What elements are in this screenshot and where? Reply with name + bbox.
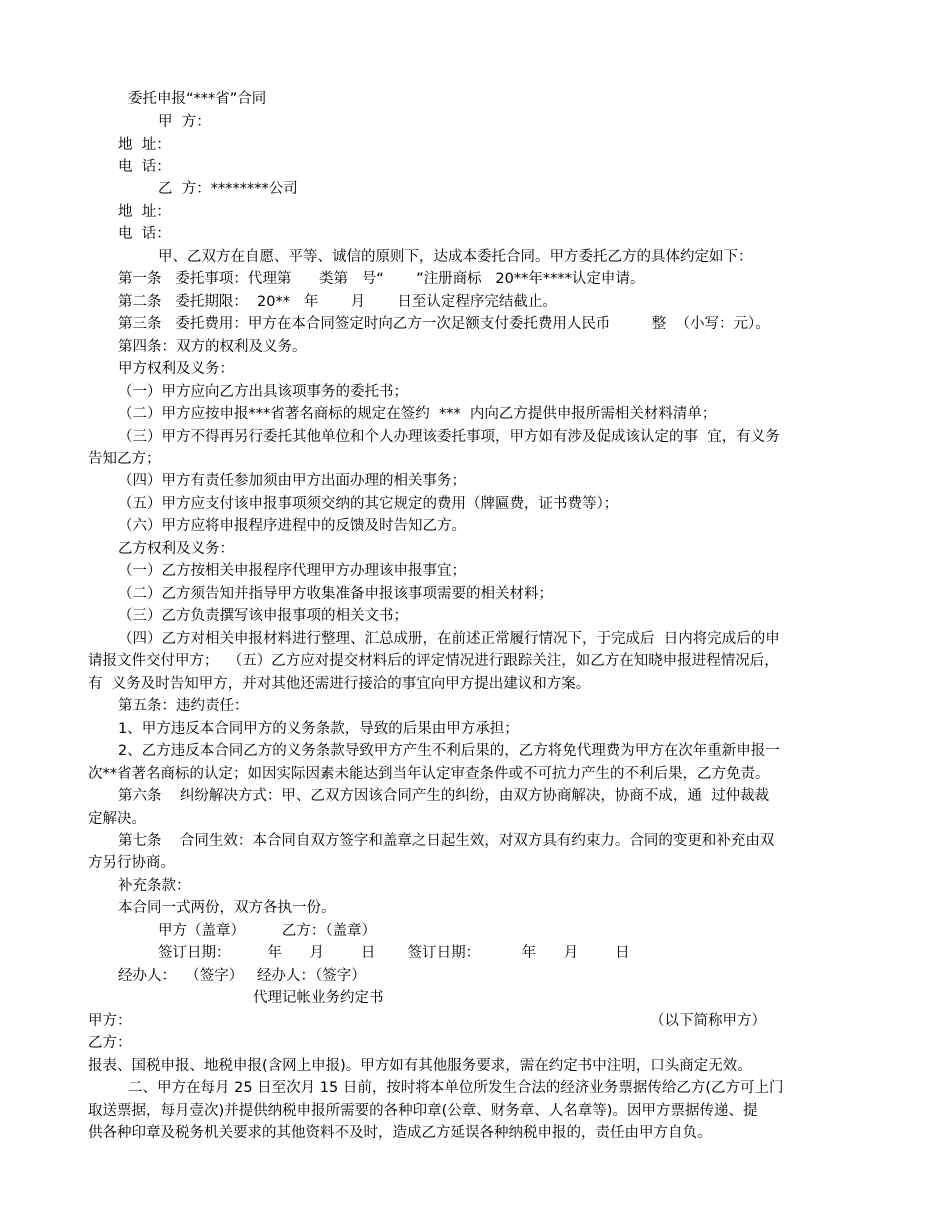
article-2: 第二条 委托期限： 20** 年 月 日至认定程序完结截止。 [118,294,557,310]
handler-line: 经办人： （签字） 经办人：（签字） [118,968,366,984]
article-5: 第五条：违约责任： [118,698,249,714]
article-4: 第四条：双方的权利及义务。 [118,339,307,355]
bk-party-b: 乙方： [88,1035,132,1051]
seal-line: 甲方（盖章） 乙方：（盖章） [158,923,377,939]
bk-party-a-abbr: （以下简称甲方） [650,1013,766,1029]
party-a-rights-heading: 甲方权利及义务： [118,361,234,377]
bk-clause-2-cont-2: 供各种印章及税务机关要求的其他资料不及时，造成乙方延误各种纳税申报的，责任由甲方自负。 [88,1125,712,1141]
article-6: 第六条 纠纷解决方式：甲、乙双方因该合同产生的纠纷，由双方协商解决，协商不成，通 过仲裁裁 [118,788,770,804]
party-b-item-2: （二）乙方须告知并指导甲方收集准备申报该事项需要的相关材料； [118,586,553,602]
party-b-item-3: （三）乙方负责撰写该申报事项的相关文书； [118,608,408,624]
party-b-item-1: （一）乙方按相关申报程序代理甲方办理该申报事宜； [118,563,466,579]
party-a-label: 甲 方： [158,114,211,130]
party-a-item-2: （二）甲方应按申报***省著名商标的规定在签约 *** 内向乙方提供申报所需相关材料清单； [118,406,717,422]
document-title: 委托申报“***省”合同 [128,91,267,107]
party-a-item-1: （一）甲方应向乙方出具该项事务的委托书； [118,384,408,400]
article-7: 第七条 合同生效：本合同自双方签字和盖章之日起生效，对双方具有约束力。合同的变更和补充由双 [118,833,775,849]
party-a-item-3: （三）甲方不得再另行委托其他单位和个人办理该委托事项，甲方如有涉及促成该认定的事 宜，有义务 [118,429,780,445]
bk-party-a: 甲方： [88,1013,132,1029]
party-a-item-5: （五）甲方应支付该申报事项须交纳的其它规定的费用（牌匾费，证书费等）； [118,496,619,512]
bk-clause-2: 二、甲方在每月 25 日至次月 15 日前，按时将本单位所发生合法的经济业务票据传给乙方(乙方可上门 [128,1080,784,1096]
supplementary-heading: 补充条款： [118,878,191,894]
party-b-item-4: （四）乙方对相关申报材料进行整理、汇总成册，在前述正常履行情况下，于完成后 日内将完成后的申 [118,631,780,647]
bookkeeping-title: 代理记帐业务约定书 [253,990,384,1006]
party-b-phone: 电 话： [118,226,171,242]
bk-scope-line: 报表、国税申报、地税申报(含网上申报)。甲方如有其他服务要求，需在约定书中注明，口头商定无效。 [88,1058,752,1074]
party-b-rights-heading: 乙方权利及义务： [118,541,234,557]
signing-date-line: 签订日期： 年 月 日 签订日期： 年 月 日 [158,945,630,961]
party-b-item-5-cont: 有 义务及时告知甲方，并对其他还需进行接洽的事宜向甲方提出建议和方案。 [88,676,591,692]
article-1: 第一条 委托事项：代理第 类第 号“ ”注册商标 20**年****认定申请。 [118,271,645,287]
party-b-item-4-cont: 请报文件交付甲方； （五）乙方应对提交材料后的评定情况进行跟踪关注，如乙方在知晓申报进程情况后， [88,653,779,669]
party-a-item-4: （四）甲方有责任参加须由甲方出面办理的相关事务； [118,473,466,489]
party-b-label: 乙 方：********公司 [158,181,298,197]
article-6-cont: 定解决。 [88,811,146,827]
article-7-cont: 方另行协商。 [88,855,175,871]
party-a-item-6: （六）甲方应将申报程序进程中的反馈及时告知乙方。 [118,518,466,534]
party-b-address: 地 址： [118,204,171,220]
preamble: 甲、乙双方在自愿、平等、诚信的原则下，达成本委托合同。甲方委托乙方的具体约定如下： [158,249,753,265]
party-a-item-3-cont: 告知乙方； [88,451,161,467]
article-3: 第三条 委托费用：甲方在本合同签定时向乙方一次足额支付委托费用人民币 整 （小写：元）。 [118,316,770,332]
party-a-address: 地 址： [118,137,171,153]
party-a-phone: 电 话： [118,159,171,175]
bk-clause-2-cont-1: 取送票据，每月壹次)并提供纳税申报所需要的各种印章(公章、财务章、人名章等)。因甲方票据传递、提 [88,1103,758,1119]
breach-1: 1、甲方违反本合同甲方的义务条款，导致的后果由甲方承担； [118,721,519,737]
copies-clause: 本合同一式两份，双方各执一份。 [118,900,336,916]
breach-2: 2、乙方违反本合同乙方的义务条款导致甲方产生不利后果的，乙方将免代理费为甲方在次年重新申报一 [118,743,780,759]
breach-2-cont: 次**省著名商标的认定；如因实际因素未能达到当年认定审查条件或不可抗力产生的不利后果，乙方免责。 [88,766,770,782]
